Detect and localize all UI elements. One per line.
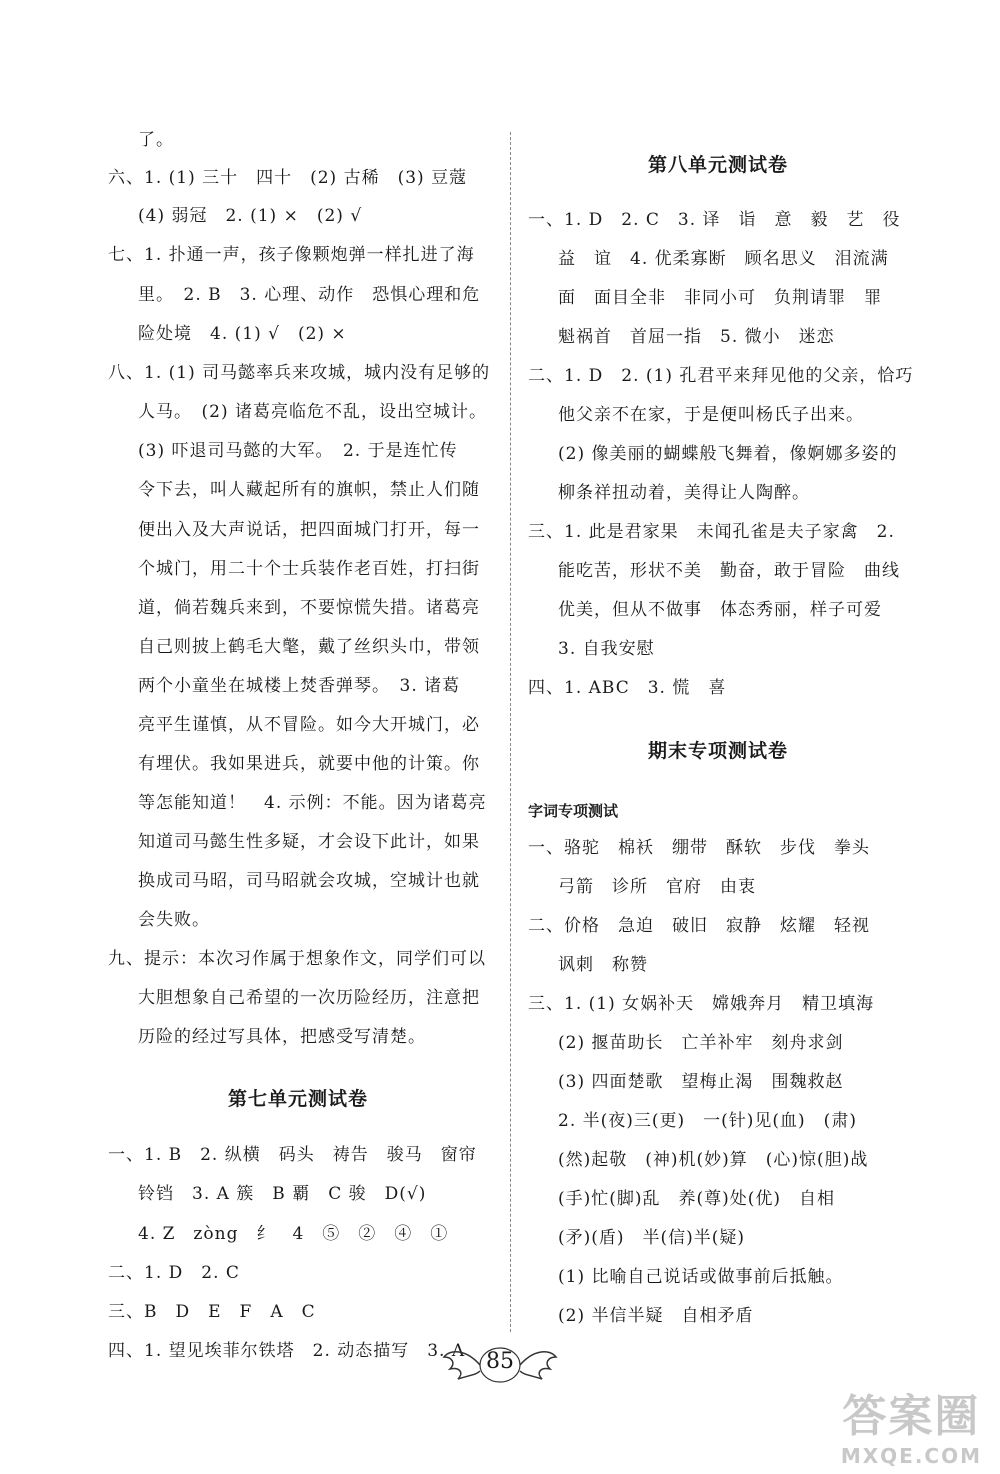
text-line: 亮平生谨慎，从不冒险。如今大开城门，必 [138, 715, 480, 735]
text-line: 三、B D E F A C [108, 1302, 316, 1322]
text-line: 九、提示：本次习作属于想象作文，同学们可以 [108, 949, 486, 969]
text-line: (3) 四面楚歌 望梅止渴 围魏救赵 [558, 1072, 844, 1092]
text-line: 面 面目全非 非同小可 负荆请罪 罪 [558, 288, 882, 308]
text-line: 一、1. D 2. C 3. 译 诣 意 毅 艺 役 [528, 210, 901, 230]
text-line: 两个小童坐在城楼上焚香弹琴。 3. 诸葛 [138, 676, 461, 696]
text-line: 里。 2. B 3. 心理、动作 恐惧心理和危 [138, 285, 481, 305]
text-line: 等怎能知道！ 4. 示例：不能。因为诸葛亮 [138, 793, 487, 813]
text-line: 三、1. 此是君家果 未闻孔雀是夫子家禽 2. [528, 522, 895, 542]
text-line: 便出入及大声说话，把四面城门打开，每一 [138, 520, 480, 540]
text-line: 柳条祥扭动着，美得让人陶醉。 [558, 483, 810, 503]
text-line: 能吃苦，形状不美 勤奋，敢于冒险 曲线 [558, 561, 900, 581]
text-line: 他父亲不在家，于是便叫杨氏子出来。 [558, 405, 864, 425]
text-line: 益 谊 4. 优柔寡断 顾名思义 泪流满 [558, 249, 889, 269]
page-number [440, 1335, 560, 1395]
text-line: (1) 比喻自己说话或做事前后抵触。 [558, 1267, 844, 1287]
text-line: (2) 像美丽的蝴蝶般飞舞着，像婀娜多姿的 [558, 444, 898, 464]
text-line: 了。 [138, 130, 174, 150]
text-line: 道，倘若魏兵来到，不要惊慌失措。诸葛亮 [138, 598, 480, 618]
text-line: 令下去，叫人藏起所有的旗帜，禁止人们随 [138, 480, 480, 500]
text-line: 一、骆驼 棉袄 绷带 酥软 步伐 拳头 [528, 838, 870, 858]
watermark-logo: 答案圈 [842, 1391, 981, 1442]
text-line: (然)起敬 (神)机(妙)算 (心)惊(胆)战 [558, 1150, 869, 1170]
text-line: 3. 自我安慰 [558, 639, 655, 659]
text-line: 自己则披上鹤毛大氅，戴了丝织头巾，带领 [138, 637, 480, 657]
page-number-text: 85 [486, 1349, 514, 1374]
text-line: 个城门，用二十个士兵装作老百姓，打扫街 [138, 559, 480, 579]
text-line: 换成司马昭，司马昭就会攻城，空城计也就 [138, 871, 480, 891]
text-line: 魁祸首 首屈一指 5. 微小 迷恋 [558, 327, 835, 347]
watermark-url: MXQE.COM [840, 1444, 982, 1468]
text-line: 优美，但从不做事 体态秀丽，样子可爱 [558, 600, 882, 620]
text-line: 4. Z zòng 纟 4 ⑤ ② ④ ① [138, 1224, 449, 1244]
text-line: 有埋伏。我如果进兵，就要中他的计策。你 [138, 754, 480, 774]
text-line: 知道司马懿生性多疑，才会设下此计，如果 [138, 832, 480, 852]
section-title-final: 期末专项测试卷 [647, 740, 788, 762]
text-line: 历险的经过写具体，把感受写清楚。 [138, 1027, 426, 1047]
text-line: 八、1. (1) 司马懿率兵来攻城，城内没有足够的 [108, 363, 491, 383]
text-line: 三、1. (1) 女娲补天 嫦娥奔月 精卫填海 [528, 994, 875, 1014]
text-line: 会失败。 [138, 910, 210, 930]
text-line: 险处境 4. (1) √ (2) × [138, 324, 347, 344]
text-line: 一、1. B 2. 纵横 码头 祷告 骏马 窗帘 [108, 1145, 477, 1165]
text-line: (矛)(盾) 半(信)半(疑) [558, 1228, 746, 1248]
text-line: 四、1. 望见埃菲尔铁塔 2. 动态描写 3. A [108, 1341, 466, 1361]
text-line: 四、1. ABC 3. 慌 喜 [528, 678, 727, 698]
watermark [841, 1380, 982, 1468]
text-line: 七、1. 扑通一声，孩子像颗炮弹一样扎进了海 [108, 245, 475, 265]
column-divider [510, 132, 511, 1332]
text-line: 弓箭 诊所 官府 由衷 [558, 877, 756, 897]
text-line: (手)忙(脚)乱 养(尊)处(优) 自相 [558, 1189, 836, 1209]
text-line: (3) 吓退司马懿的大军。 2. 于是连忙传 [138, 441, 458, 461]
text-line: 讽刺 称赞 [558, 955, 648, 975]
section-subtitle: 字词专项测试 [528, 802, 619, 820]
text-line: (2) 半信半疑 自相矛盾 [558, 1306, 754, 1326]
text-line: 六、1. (1) 三十 四十 (2) 古稀 (3) 豆蔻 [108, 168, 468, 188]
text-line: 二、1. D 2. C [108, 1263, 240, 1283]
section-title-unit8: 第八单元测试卷 [647, 154, 788, 176]
text-line: 人马。 (2) 诸葛亮临危不乱，设出空城计。 [138, 402, 487, 422]
text-line: 铃铛 3. A 簇 B 覇 C 骏 D(√) [138, 1184, 427, 1204]
text-line: 2. 半(夜)三(更) 一(针)见(血) (肃) [558, 1111, 857, 1131]
text-line: 大胆想象自己希望的一次历险经历，注意把 [138, 988, 480, 1008]
text-line: (4) 弱冠 2. (1) × (2) √ [138, 206, 363, 226]
text-line: 二、价格 急迫 破旧 寂静 炫耀 轻视 [528, 916, 870, 936]
text-line: (2) 揠苗助长 亡羊补牢 刻舟求剑 [558, 1033, 844, 1053]
section-title-unit7: 第七单元测试卷 [227, 1088, 368, 1110]
text-line: 二、1. D 2. (1) 孔君平来拜见他的父亲，恰巧 [528, 366, 914, 386]
